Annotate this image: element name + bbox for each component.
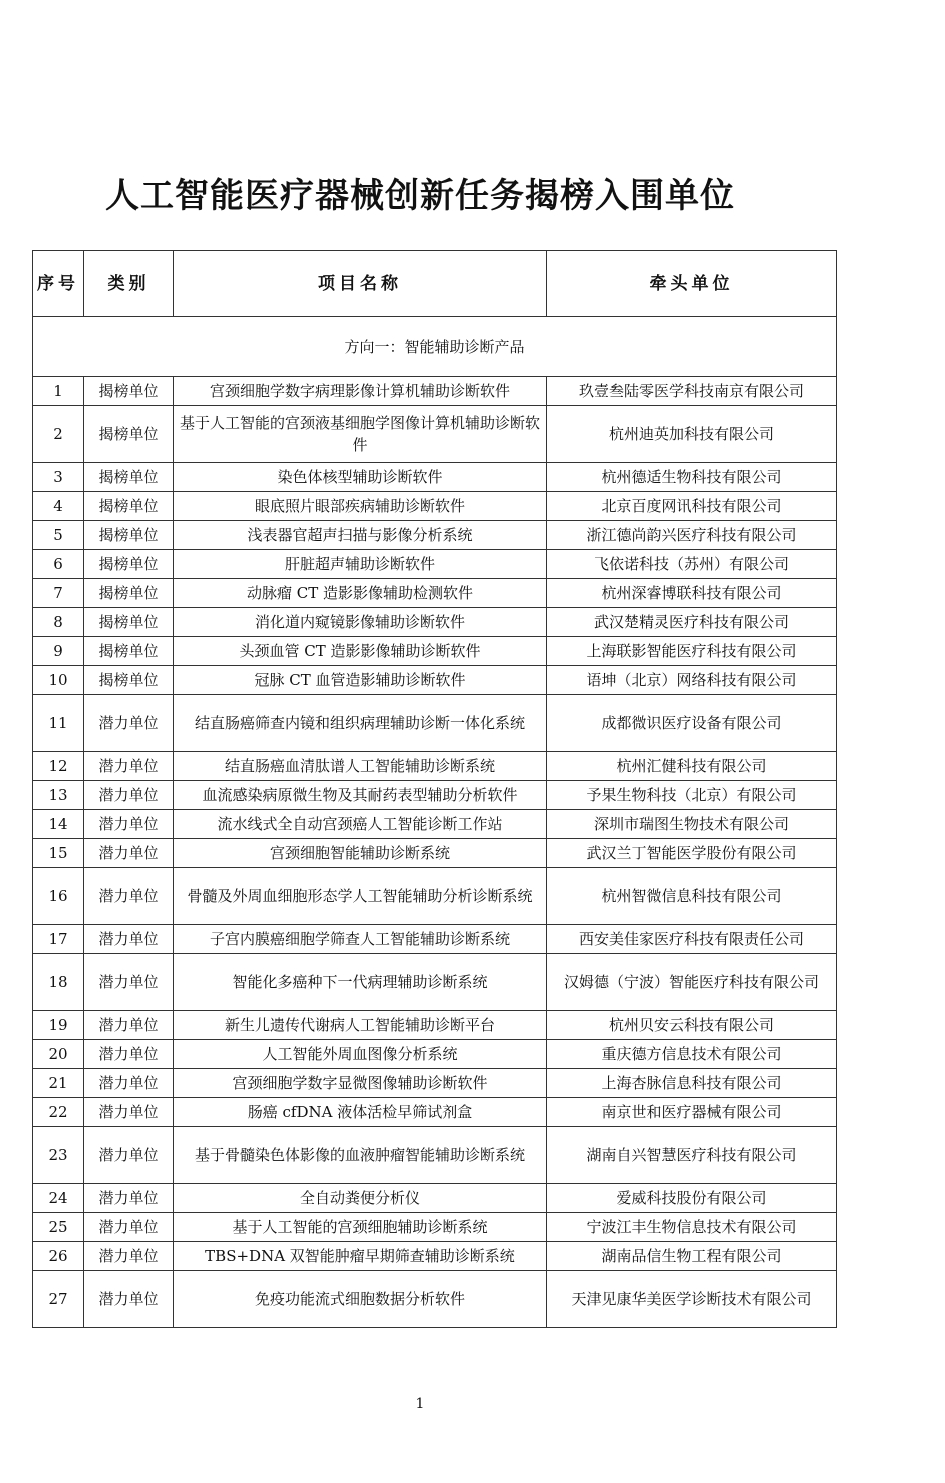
cell-seq: 18 [33, 954, 84, 1011]
cell-seq: 6 [33, 550, 84, 579]
cell-project: 染色体核型辅助诊断软件 [174, 463, 547, 492]
cell-seq: 17 [33, 925, 84, 954]
table-row [33, 1242, 837, 1271]
cell-seq: 14 [33, 810, 84, 839]
cell-seq: 1 [33, 377, 84, 406]
table-row [33, 492, 837, 521]
cell-category: 揭榜单位 [84, 492, 174, 521]
cell-seq: 3 [33, 463, 84, 492]
cell-seq: 23 [33, 1127, 84, 1184]
cell-project: 骨髓及外周血细胞形态学人工智能辅助分析诊断系统 [174, 868, 547, 925]
section-label: 方向一：智能辅助诊断产品 [33, 317, 837, 377]
cell-category: 潜力单位 [84, 1184, 174, 1213]
cell-lead: 湖南品信生物工程有限公司 [547, 1242, 837, 1271]
section-row [33, 317, 837, 377]
cell-category: 潜力单位 [84, 781, 174, 810]
cell-project: 结直肠癌血清肽谱人工智能辅助诊断系统 [174, 752, 547, 781]
cell-lead: 宁波江丰生物信息技术有限公司 [547, 1213, 837, 1242]
cell-project: 免疫功能流式细胞数据分析软件 [174, 1271, 547, 1328]
cell-seq: 26 [33, 1242, 84, 1271]
cell-seq: 8 [33, 608, 84, 637]
table-row [33, 377, 837, 406]
cell-lead: 杭州德适生物科技有限公司 [547, 463, 837, 492]
cell-lead: 杭州汇健科技有限公司 [547, 752, 837, 781]
cell-category: 潜力单位 [84, 1098, 174, 1127]
cell-lead: 上海联影智能医疗科技有限公司 [547, 637, 837, 666]
cell-category: 潜力单位 [84, 925, 174, 954]
cell-category: 揭榜单位 [84, 666, 174, 695]
cell-category: 揭榜单位 [84, 579, 174, 608]
cell-category: 揭榜单位 [84, 550, 174, 579]
cell-category: 潜力单位 [84, 752, 174, 781]
cell-project: 新生儿遗传代谢病人工智能辅助诊断平台 [174, 1011, 547, 1040]
cell-seq: 27 [33, 1271, 84, 1328]
cell-seq: 12 [33, 752, 84, 781]
cell-lead: 成都微识医疗设备有限公司 [547, 695, 837, 752]
table-row [33, 521, 837, 550]
cell-lead: 南京世和医疗器械有限公司 [547, 1098, 837, 1127]
table-row [33, 579, 837, 608]
header-category: 类别 [84, 251, 174, 317]
table-row [33, 637, 837, 666]
table-row [33, 1271, 837, 1328]
cell-seq: 10 [33, 666, 84, 695]
cell-project: 结直肠癌筛查内镜和组织病理辅助诊断一体化系统 [174, 695, 547, 752]
cell-category: 潜力单位 [84, 1213, 174, 1242]
table-row [33, 406, 837, 463]
cell-category: 揭榜单位 [84, 521, 174, 550]
cell-lead: 北京百度网讯科技有限公司 [547, 492, 837, 521]
cell-category: 潜力单位 [84, 1011, 174, 1040]
cell-project: 眼底照片眼部疾病辅助诊断软件 [174, 492, 547, 521]
cell-lead: 杭州贝安云科技有限公司 [547, 1011, 837, 1040]
cell-category: 潜力单位 [84, 810, 174, 839]
cell-seq: 19 [33, 1011, 84, 1040]
cell-project: 宫颈细胞学数字显微图像辅助诊断软件 [174, 1069, 547, 1098]
cell-project: 肝脏超声辅助诊断软件 [174, 550, 547, 579]
cell-category: 潜力单位 [84, 1271, 174, 1328]
cell-lead: 上海杏脉信息科技有限公司 [547, 1069, 837, 1098]
cell-seq: 4 [33, 492, 84, 521]
table-row [33, 1011, 837, 1040]
cell-project: 肠癌 cfDNA 液体活检早筛试剂盒 [174, 1098, 547, 1127]
cell-project: 流水线式全自动宫颈癌人工智能诊断工作站 [174, 810, 547, 839]
cell-category: 揭榜单位 [84, 637, 174, 666]
cell-category: 潜力单位 [84, 868, 174, 925]
header-seq: 序号 [33, 251, 84, 317]
cell-project: 冠脉 CT 血管造影辅助诊断软件 [174, 666, 547, 695]
cell-seq: 7 [33, 579, 84, 608]
table-row [33, 608, 837, 637]
table-row [33, 550, 837, 579]
cell-lead: 西安美佳家医疗科技有限责任公司 [547, 925, 837, 954]
cell-category: 揭榜单位 [84, 377, 174, 406]
cell-lead: 杭州深睿博联科技有限公司 [547, 579, 837, 608]
cell-project: 消化道内窥镜影像辅助诊断软件 [174, 608, 547, 637]
cell-category: 潜力单位 [84, 695, 174, 752]
cell-category: 潜力单位 [84, 1127, 174, 1184]
table-row [33, 954, 837, 1011]
table-header-row [33, 251, 837, 317]
cell-seq: 25 [33, 1213, 84, 1242]
cell-project: 基于人工智能的宫颈细胞辅助诊断系统 [174, 1213, 547, 1242]
cell-lead: 爱威科技股份有限公司 [547, 1184, 837, 1213]
cell-lead: 予果生物科技（北京）有限公司 [547, 781, 837, 810]
cell-project: 人工智能外周血图像分析系统 [174, 1040, 547, 1069]
table-row [33, 1184, 837, 1213]
table-row [33, 1098, 837, 1127]
page-number: 1 [415, 1396, 425, 1412]
cell-category: 潜力单位 [84, 1040, 174, 1069]
cell-category: 揭榜单位 [84, 463, 174, 492]
header-project: 项目名称 [174, 251, 547, 317]
table-row [33, 839, 837, 868]
table-row [33, 1040, 837, 1069]
cell-category: 揭榜单位 [84, 406, 174, 463]
table-row [33, 925, 837, 954]
cell-lead: 浙江德尚韵兴医疗科技有限公司 [547, 521, 837, 550]
cell-lead: 杭州迪英加科技有限公司 [547, 406, 837, 463]
cell-seq: 15 [33, 839, 84, 868]
cell-lead: 武汉楚精灵医疗科技有限公司 [547, 608, 837, 637]
table-row [33, 810, 837, 839]
header-lead: 牵头单位 [547, 251, 837, 317]
table-row [33, 1213, 837, 1242]
table-row [33, 781, 837, 810]
cell-project: 基于骨髓染色体影像的血液肿瘤智能辅助诊断系统 [174, 1127, 547, 1184]
table-row [33, 1069, 837, 1098]
cell-lead: 重庆德方信息技术有限公司 [547, 1040, 837, 1069]
cell-lead: 深圳市瑞图生物技术有限公司 [547, 810, 837, 839]
cell-lead: 武汉兰丁智能医学股份有限公司 [547, 839, 837, 868]
cell-category: 潜力单位 [84, 954, 174, 1011]
cell-seq: 11 [33, 695, 84, 752]
cell-lead: 飞依诺科技（苏州）有限公司 [547, 550, 837, 579]
cell-lead: 天津见康华美医学诊断技术有限公司 [547, 1271, 837, 1328]
cell-category: 潜力单位 [84, 839, 174, 868]
cell-lead: 语坤（北京）网络科技有限公司 [547, 666, 837, 695]
cell-seq: 16 [33, 868, 84, 925]
cell-project: 全自动粪便分析仪 [174, 1184, 547, 1213]
table-row [33, 695, 837, 752]
cell-lead: 汉姆德（宁波）智能医疗科技有限公司 [547, 954, 837, 1011]
winners-table [32, 250, 837, 1328]
cell-project: 基于人工智能的宫颈液基细胞学图像计算机辅助诊断软件 [174, 406, 547, 463]
cell-seq: 20 [33, 1040, 84, 1069]
cell-seq: 13 [33, 781, 84, 810]
cell-lead: 湖南自兴智慧医疗科技有限公司 [547, 1127, 837, 1184]
cell-category: 潜力单位 [84, 1069, 174, 1098]
cell-category: 揭榜单位 [84, 608, 174, 637]
table-row [33, 868, 837, 925]
table-row [33, 1127, 837, 1184]
table-row [33, 752, 837, 781]
cell-lead: 杭州智微信息科技有限公司 [547, 868, 837, 925]
table-row [33, 463, 837, 492]
cell-project: 浅表器官超声扫描与影像分析系统 [174, 521, 547, 550]
cell-lead: 玖壹叁陆零医学科技南京有限公司 [547, 377, 837, 406]
cell-project: 宫颈细胞学数字病理影像计算机辅助诊断软件 [174, 377, 547, 406]
cell-seq: 9 [33, 637, 84, 666]
cell-project: 智能化多癌种下一代病理辅助诊断系统 [174, 954, 547, 1011]
table-row [33, 666, 837, 695]
cell-category: 潜力单位 [84, 1242, 174, 1271]
cell-seq: 2 [33, 406, 84, 463]
cell-project: 血流感染病原微生物及其耐药表型辅助分析软件 [174, 781, 547, 810]
cell-seq: 5 [33, 521, 84, 550]
cell-project: 宫颈细胞智能辅助诊断系统 [174, 839, 547, 868]
cell-project: 子宫内膜癌细胞学筛查人工智能辅助诊断系统 [174, 925, 547, 954]
page-title: 人工智能医疗器械创新任务揭榜入围单位 [105, 176, 735, 216]
cell-project: 头颈血管 CT 造影影像辅助诊断软件 [174, 637, 547, 666]
cell-seq: 24 [33, 1184, 84, 1213]
cell-project: 动脉瘤 CT 造影影像辅助检测软件 [174, 579, 547, 608]
cell-project: TBS+DNA 双智能肿瘤早期筛查辅助诊断系统 [174, 1242, 547, 1271]
cell-seq: 22 [33, 1098, 84, 1127]
cell-seq: 21 [33, 1069, 84, 1098]
